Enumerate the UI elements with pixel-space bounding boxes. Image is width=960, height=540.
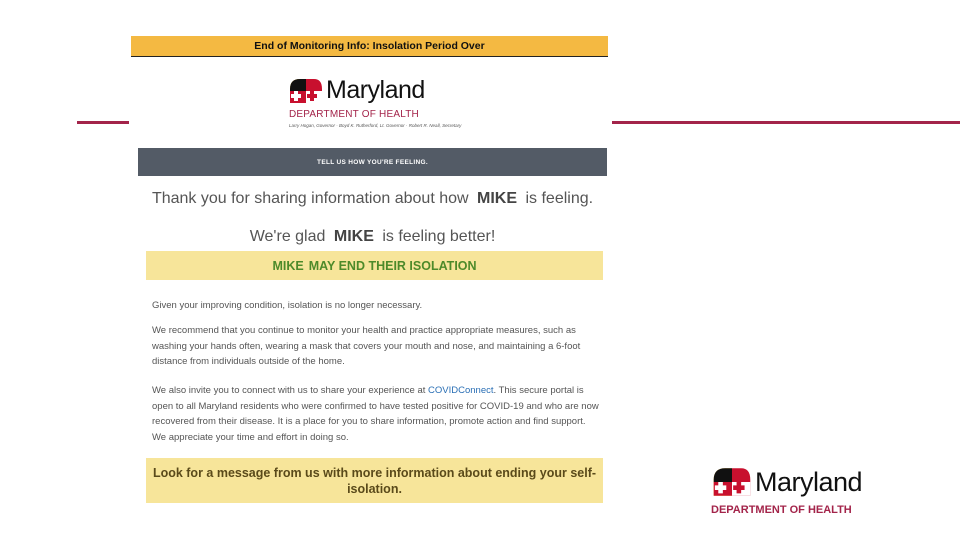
p3-after: . This secure portal is open to all Maryland residents who were confirmed to have tested positive for COVID-19 and who are now recovered from their disease. It is a place for you to share information, promote action and find support. We appreciate your time and effort in doing so. [152, 385, 599, 443]
cta-text: Look for a message from us with more information about ending your self-isolation. [152, 465, 597, 496]
divider-rule-right [612, 121, 960, 124]
logo-wordmark: Maryland [326, 76, 425, 104]
feeling-bar [138, 148, 607, 176]
logo-wordmark-bottom: Maryland [755, 466, 863, 497]
isolation-status-bar [146, 251, 603, 280]
feeling-bar-text: TELL US HOW YOU'RE FEELING. [317, 158, 428, 166]
thanks-before: Thank you for sharing information about how [151, 190, 469, 207]
paragraph-condition: Given your improving condition, isolation is no longer necessary. [152, 300, 423, 311]
department-label-top: DEPARTMENT OF HEALTH [289, 109, 419, 120]
department-label-bottom: DEPARTMENT OF HEALTH [711, 504, 852, 516]
p3-before: We also invite you to connect with us to share your experience at [152, 385, 429, 396]
maryland-flag-icon [288, 77, 324, 105]
thanks-message [138, 190, 607, 208]
self-isolation-cta [146, 458, 603, 503]
banner-text: End of Monitoring Info: Insolation Period Over [254, 40, 485, 52]
glad-before: We're glad [249, 228, 326, 245]
maryland-logo-bottom [711, 466, 862, 498]
paragraph-recommendation: We recommend that you continue to monitor your health and practice appropriate measures, such as washing your hands often, wearing a mask that covers your mouth and nose, and maintaining a 6-foot distance from individuals outside of the home. [152, 325, 581, 367]
person-name: MIKE [477, 190, 518, 207]
maryland-flag-icon [711, 466, 753, 498]
officials-line: Larry Hogan, Governor · Boyd K. Rutherford, Lt. Governor · Robert R. Neall, Secretary [289, 123, 462, 128]
thanks-after: is feeling. [525, 190, 594, 207]
paragraph-covidconnect [152, 383, 600, 445]
covidconnect-link[interactable]: COVIDConnect [428, 385, 494, 396]
monitoring-banner [131, 36, 608, 57]
glad-message [138, 228, 607, 246]
glad-after: is feeling better! [382, 228, 496, 245]
status-name: MIKE [272, 258, 304, 273]
maryland-logo-top [288, 76, 425, 105]
divider-rule-left [77, 121, 129, 124]
status-text: MAY END THEIR ISOLATION [308, 258, 477, 273]
person-name-glad: MIKE [333, 228, 374, 245]
